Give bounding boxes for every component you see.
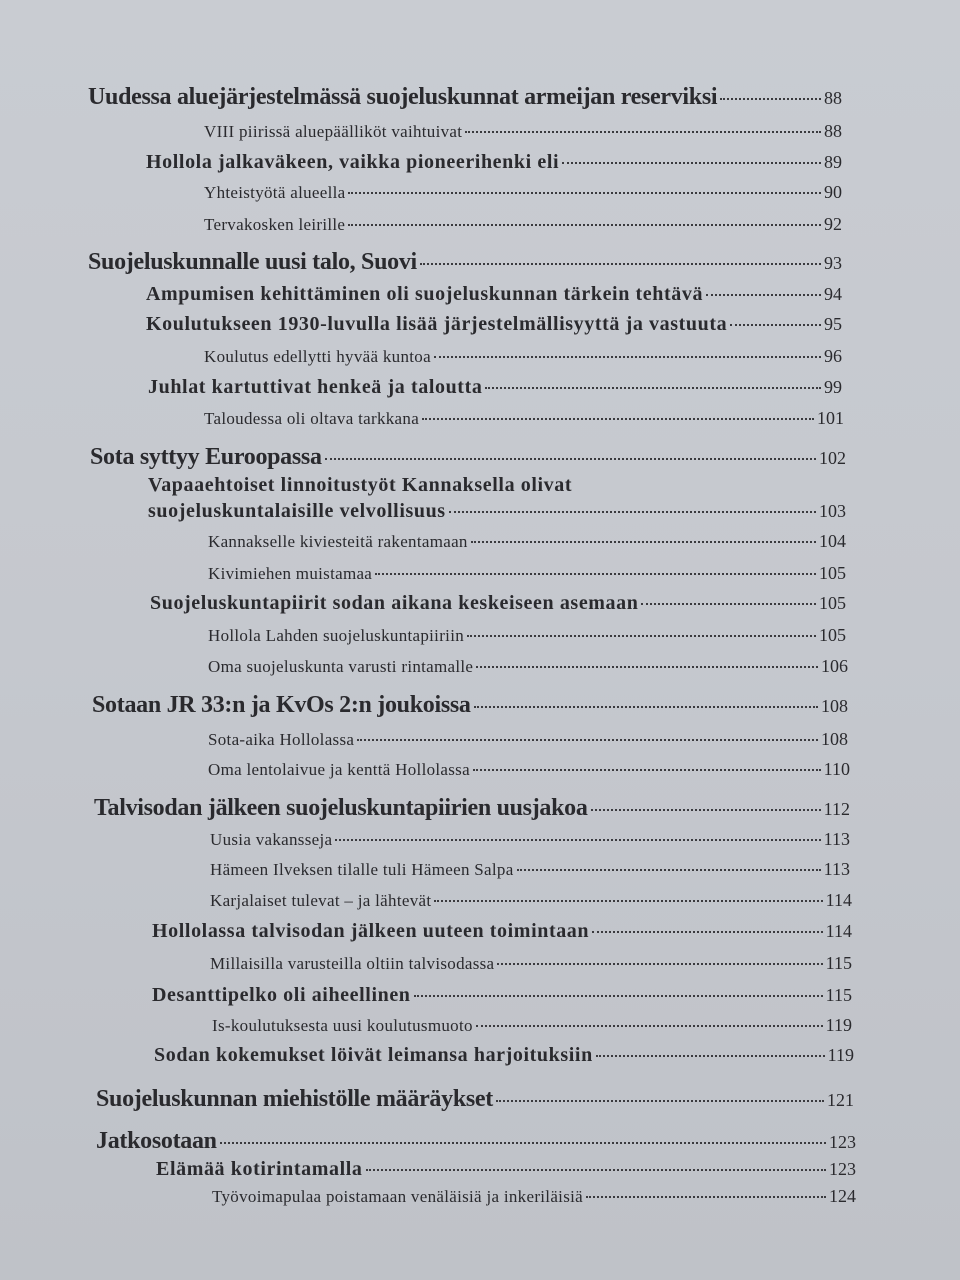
toc-page-number: 110: [823, 759, 850, 779]
toc-page-number: 119: [825, 1015, 852, 1035]
toc-page-number: 99: [824, 377, 842, 397]
toc-entry: [204, 214, 842, 235]
toc-page-number: 114: [825, 890, 852, 910]
toc-page-number: 113: [823, 829, 850, 849]
dot-leader: [474, 706, 818, 708]
toc-page-number: 89: [824, 152, 842, 172]
toc-entry-title: Is-koulutuksesta uusi koulutusmuoto: [212, 1016, 473, 1035]
toc-entry: [96, 1128, 856, 1155]
dot-leader: [348, 224, 821, 226]
toc-entry-title: Yhteistyötä alueella: [204, 183, 346, 202]
dot-leader: [348, 192, 821, 194]
dot-leader: [497, 963, 822, 965]
toc-entry: [146, 151, 842, 174]
dot-leader: [596, 1055, 825, 1057]
dot-leader: [641, 603, 816, 605]
toc-page-number: 119: [827, 1045, 854, 1065]
toc-entry: [212, 1015, 852, 1036]
dot-leader: [517, 869, 821, 871]
toc-entry: [148, 500, 846, 523]
toc-page-number: 88: [824, 88, 842, 108]
toc-entry-title: VIII piirissä aluepäälliköt vaihtuivat: [204, 122, 463, 141]
dot-leader: [434, 900, 822, 902]
toc-page-number: 101: [817, 408, 844, 428]
toc-page-number: 124: [829, 1186, 856, 1206]
toc-entry-title-continued: suojeluskuntalaisille velvollisuus: [148, 500, 446, 522]
toc-entry: [152, 984, 852, 1007]
toc-entry: [208, 729, 848, 750]
toc-page-number: 105: [819, 625, 846, 645]
toc-entry-title: Desanttipelko oli aiheellinen: [152, 984, 411, 1006]
toc-entry-title: Työvoimapulaa poistamaan venäläisiä ja inkeriläisiä: [212, 1187, 583, 1206]
toc-page-number: 114: [825, 921, 852, 941]
toc-entry: [94, 795, 850, 822]
toc-entry: [90, 444, 846, 471]
toc-entry: [152, 920, 852, 943]
toc-entry-title: Hämeen Ilveksen tilalle tuli Hämeen Salpa: [210, 860, 514, 879]
toc-entry: [210, 890, 852, 911]
dot-leader: [465, 131, 821, 133]
dot-leader: [720, 98, 821, 100]
toc-entry: [208, 625, 846, 646]
toc-entry: [208, 759, 850, 780]
toc-entry: [92, 692, 848, 719]
toc-entry-title: Uudessa aluejärjestelmässä suojeluskunnat armeijan reserviksi: [88, 84, 718, 110]
dot-leader: [449, 511, 816, 513]
toc-entry-title: Ampumisen kehittäminen oli suojeluskunnan tärkein tehtävä: [146, 283, 704, 305]
toc-page-number: 106: [821, 656, 848, 676]
dot-leader: [706, 294, 821, 296]
toc-entry: [210, 829, 850, 850]
toc-entry-title: Suojeluskuntapiirit sodan aikana keskeiseen asemaan: [150, 592, 639, 614]
dot-leader: [562, 162, 821, 164]
toc-entry-title: Sodan kokemukset löivät leimansa harjoituksiin: [154, 1044, 593, 1066]
toc-entry: [96, 1086, 854, 1113]
toc-page-number: 96: [824, 346, 842, 366]
dot-leader: [730, 324, 821, 326]
toc-entry-title: Kannakselle kiviesteitä rakentamaan: [208, 532, 468, 551]
toc-page-number: 112: [823, 799, 850, 819]
toc-entry-title: Juhlat kartuttivat henkeä ja taloutta: [148, 376, 483, 398]
toc-page-number: 123: [829, 1159, 856, 1179]
toc-entry: [148, 376, 842, 399]
toc-entry: [204, 346, 842, 367]
dot-leader: [467, 635, 816, 637]
toc-entry-title: Jatkosotaan: [96, 1128, 217, 1154]
toc-page-number: 115: [825, 985, 852, 1005]
toc-page-number: 115: [825, 953, 852, 973]
dot-leader: [591, 809, 821, 811]
toc-entry: [88, 249, 842, 276]
toc-entry: [208, 656, 848, 677]
toc-entry-title: Oma lentolaivue ja kenttä Hollolassa: [208, 760, 470, 779]
toc-page-number: 88: [824, 121, 842, 141]
toc-entry: [210, 953, 852, 974]
toc-entry-title: Uusia vakansseja: [210, 830, 333, 849]
toc-entry-title: Sota-aika Hollolassa: [208, 730, 355, 749]
toc-entry: [156, 1158, 856, 1181]
toc-page-number: 123: [829, 1132, 856, 1152]
dot-leader: [473, 769, 821, 771]
toc-entry: [88, 84, 842, 111]
toc-entry-title: Hollola jalkaväkeen, vaikka pioneerihenki eli: [146, 151, 560, 173]
toc-page-number: 94: [824, 284, 842, 304]
dot-leader: [476, 666, 818, 668]
toc-page-number: 92: [824, 214, 842, 234]
toc-entry: [212, 1186, 856, 1207]
dot-leader: [422, 418, 814, 420]
toc-entry-title: Talvisodan jälkeen suojeluskuntapiirien uusjakoa: [94, 795, 588, 821]
dot-leader: [476, 1025, 823, 1027]
dot-leader: [357, 739, 818, 741]
toc-page-number: 113: [823, 859, 850, 879]
toc-entry-title: Millaisilla varusteilla oltiin talvisodassa: [210, 954, 495, 973]
toc-entry-title: Hollolassa talvisodan jälkeen uuteen toimintaan: [152, 920, 590, 942]
toc-page-number: 102: [819, 448, 846, 468]
toc-entry-title: Sota syttyy Euroopassa: [90, 444, 322, 470]
toc-entry-title: Vapaaehtoiset linnoitustyöt Kannaksella olivat: [148, 474, 573, 496]
toc-entry-title: Karjalaiset tulevat – ja lähtevät: [210, 891, 432, 910]
toc-page-number: 121: [827, 1090, 854, 1110]
toc-entry: [204, 121, 842, 142]
toc-entry-title: Hollola Lahden suojeluskuntapiiriin: [208, 626, 465, 645]
toc-page-number: 95: [824, 314, 842, 334]
dot-leader: [335, 839, 820, 841]
toc-page-number: 108: [821, 729, 848, 749]
toc-entry: [154, 1044, 854, 1067]
toc-entry-title: Tervakosken leirille: [204, 215, 346, 234]
dot-leader: [325, 458, 816, 460]
toc-entry-title: Elämää kotirintamalla: [156, 1158, 363, 1180]
toc-entry-title: Koulutus edellytti hyvää kuntoa: [204, 347, 431, 366]
dot-leader: [420, 263, 821, 265]
toc-entry: [204, 182, 842, 203]
toc-entry-title: Koulutukseen 1930-luvulla lisää järjestelmällisyyttä ja vastuuta: [146, 313, 728, 335]
dot-leader: [414, 995, 823, 997]
toc-page-number: 108: [821, 696, 848, 716]
dot-leader: [434, 356, 821, 358]
dot-leader: [485, 387, 821, 389]
toc-page-number: 93: [824, 253, 842, 273]
toc-entry-title: Suojeluskunnalle uusi talo, Suovi: [88, 249, 417, 275]
toc-entry: [208, 563, 846, 584]
toc-entry-heading: [148, 474, 848, 497]
toc-entry-title: Suojeluskunnan miehistölle määräykset: [96, 1086, 493, 1112]
dot-leader: [586, 1196, 826, 1198]
toc-page-number: 105: [819, 563, 846, 583]
dot-leader: [366, 1169, 827, 1171]
toc-entry-title: Taloudessa oli oltava tarkkana: [204, 409, 420, 428]
dot-leader: [220, 1142, 826, 1144]
toc-page-number: 104: [819, 531, 846, 551]
toc-page-number: 103: [819, 501, 846, 521]
dot-leader: [471, 541, 816, 543]
toc-entry: [210, 859, 850, 880]
toc-page-number: 105: [819, 593, 846, 613]
toc-entry-title: Sotaan JR 33:n ja KvOs 2:n joukoissa: [92, 692, 471, 718]
toc-entry-title: Oma suojeluskunta varusti rintamalle: [208, 657, 474, 676]
toc-entry: [146, 283, 842, 306]
dot-leader: [592, 931, 823, 933]
dot-leader: [496, 1100, 824, 1102]
toc-page-number: 90: [824, 182, 842, 202]
dot-leader: [375, 573, 816, 575]
toc-entry: [204, 408, 844, 429]
toc-entry: [150, 592, 846, 615]
toc-entry: [208, 531, 846, 552]
toc-entry: [146, 313, 842, 336]
toc-entry-title: Kivimiehen muistamaa: [208, 564, 373, 583]
